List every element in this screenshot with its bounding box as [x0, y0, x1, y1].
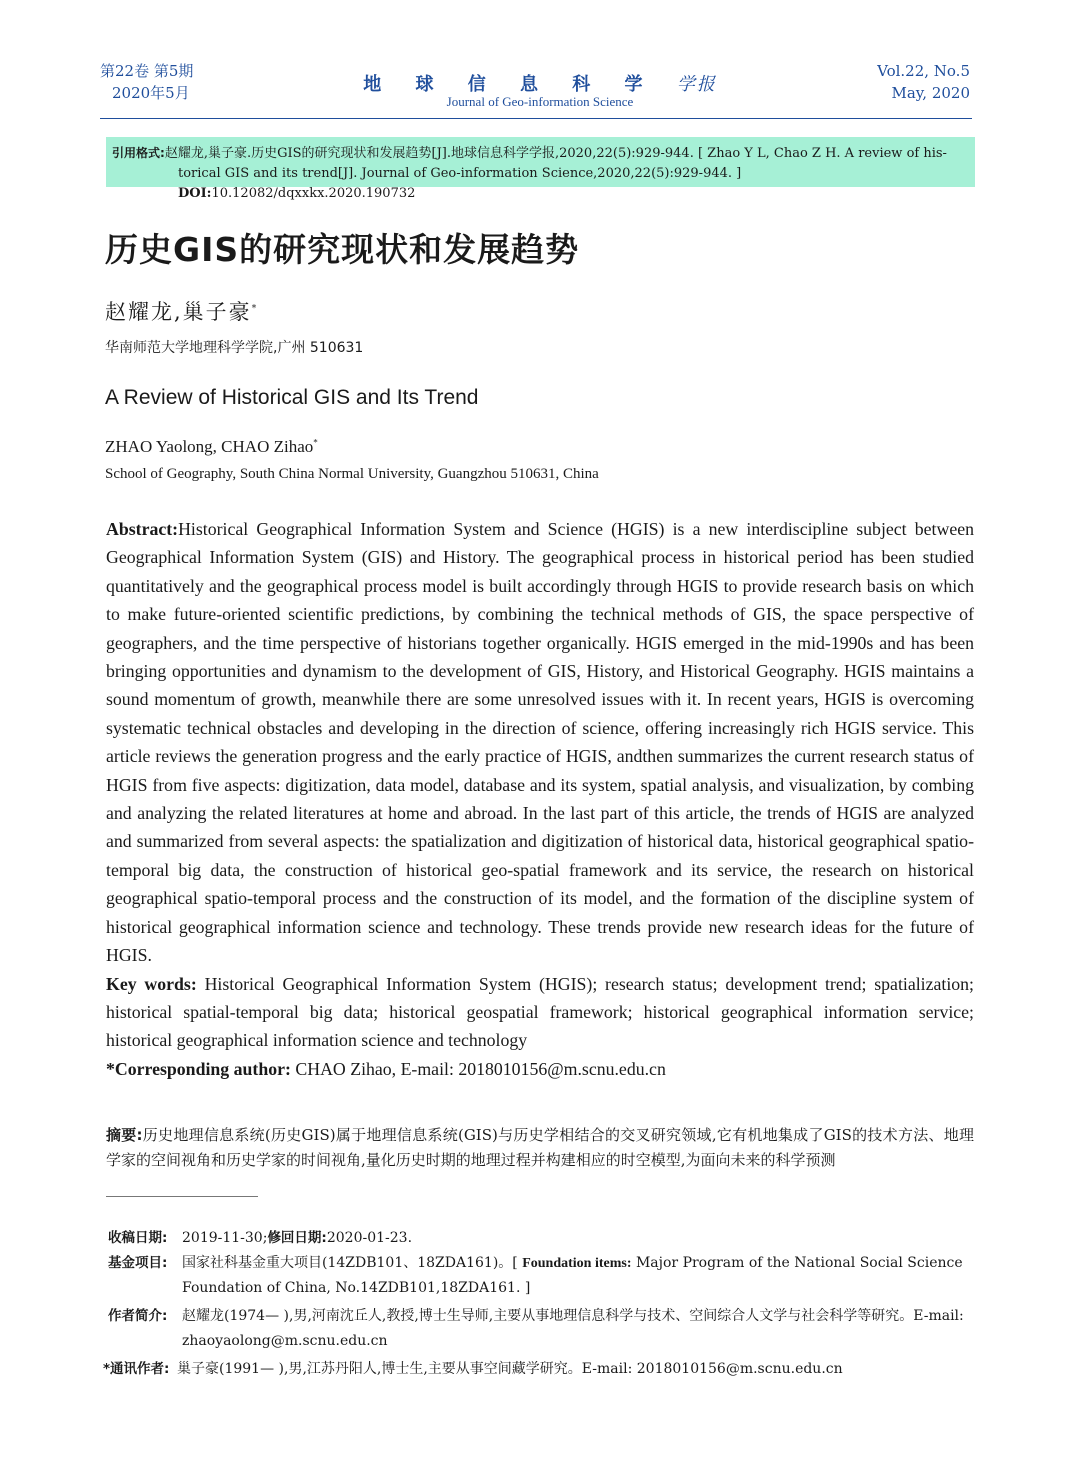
paper-title-en: A Review of Historical GIS and Its Trend	[105, 386, 479, 409]
note-corresponding	[103, 1357, 969, 1382]
date-cn: 2020年5月	[112, 84, 190, 102]
keywords-text: Historical Geographical Information System (HGIS); research status; development trend; spatialization; historical spatial-temporal big data; historical geospatial framework; historical geographical information service; historical geographical information science and technology	[106, 973, 974, 1051]
authors-en	[105, 437, 318, 457]
fund-en-label: Foundation items:	[522, 1256, 632, 1271]
received-date: 2019-11-30;	[182, 1230, 268, 1246]
affiliation-cn: 华南师范大学地理科学学院,广州 510631	[105, 340, 364, 356]
corr-label: *通讯作者:	[103, 1361, 170, 1377]
header-volume-en	[877, 60, 970, 104]
bio-label: 作者简介:	[108, 1308, 168, 1324]
abstract-cn-label: 摘要:	[106, 1126, 143, 1144]
author-mark-cn: *	[251, 304, 259, 314]
abstract-cn-text: 历史地理信息系统(历史GIS)属于地理信息系统(GIS)与历史学相结合的交叉研究领域,它有机地集成了GIS的技术方法、地理学家的空间视角和历史学家的时间视角,量化历史时期的地理过程并构建相应的时空模型,为面向未来的科学预测	[106, 1126, 975, 1169]
revised-date: 2020-01-23.	[326, 1230, 413, 1246]
corresponding-paragraph	[106, 1055, 974, 1083]
abstract-cn	[106, 1123, 974, 1173]
footnotes	[103, 1226, 974, 1382]
fund-cn: 国家社科基金重大项目(14ZDB101、18ZDA161)。[	[182, 1255, 518, 1271]
corresponding-label: *Corresponding author:	[106, 1058, 291, 1079]
bio-text: 赵耀龙(1974— ),男,河南沈丘人,教授,博士生导师,主要从事地理信息科学与技术、空间综合人文学与社会科学等研究。E-mail: zhaoyaolong@m.scnu.edu.cn	[182, 1308, 964, 1349]
keywords-paragraph	[106, 970, 974, 1055]
abstract-en	[106, 515, 974, 1083]
corr-text: 巢子豪(1991— ),男,江苏丹阳人,博士生,主要从事空间藏学研究。E-mail: 2018010156@m.scnu.edu.cn	[177, 1361, 843, 1377]
citation-label: 引用格式:	[112, 146, 165, 160]
revised-label: 修回日期:	[267, 1230, 327, 1246]
citation-line-1: 赵耀龙,巢子豪.历史GIS的研究现状和发展趋势[J].地球信息科学学报,2020,22(5):929-944. [ Zhao Y L, Chao Z H. A review of his-	[164, 146, 947, 161]
doi-label: DOI:	[178, 186, 212, 201]
authors-cn-text: 赵耀龙,巢子豪	[105, 300, 252, 324]
fund-en: Major Program of the National Social Science Foundation of China, No.14ZDB101,18ZDA161. ]	[182, 1255, 963, 1296]
fund-label: 基金项目:	[108, 1255, 168, 1271]
affiliation-en: School of Geography, South China Normal University, Guangzhou 510631, China	[105, 466, 599, 482]
authors-en-text: ZHAO Yaolong, CHAO Zihao	[105, 437, 314, 456]
abstract-text: Historical Geographical Information System and Science (HGIS) is a new interdiscipline subject between Geographical Information System (GIS) and History. The geographical process in historical period has been studied quantitatively and the geographical process model is built accordingly through HGIS to provide research basis on which to make future-oriented scientific predictions, by combining the technical methods of GIS, the space perspective of geographers, and the time perspective of historians together organically. HGIS emerged in the mid-1990s and has been bringing opportunities and dynamism to the development of GIS, History, and Historical Geography. HGIS maintains a sound momentum of growth, meanwhile there are some unresolved issues with it. In recent years, HGIS is overcoming systematic technical obstacles and developing in the direction of science, offering increasingly rich HGIS service. This article reviews the generation progress and the early practice of HGIS, andthen summarizes the current research status of HGIS from five aspects: digitization, data model, database and its system, spatial analysis, and visualization, by combing and analyzing the related literatures at home and abroad. In the last part of this article, the trends of HGIS are analyzed and summarized from several aspects: the spatialization and digitization of historical data, historical geographical spatio-temporal big data, the construction of historical geo-spatial framework and its service, the research on historical geographical spatio-temporal process and the construction of its model, and the formation of the discipline system of historical geographical information science and technology. These trends provide new research ideas for the future of HGIS.	[106, 519, 974, 966]
paper-title-cn: 历史GIS的研究现状和发展趋势	[105, 230, 580, 269]
received-label: 收稿日期:	[108, 1230, 168, 1246]
citation-box	[106, 137, 975, 201]
abstract-label: Abstract:	[106, 519, 179, 539]
volume-en: Vol.22, No.5	[877, 62, 970, 80]
authors-cn	[105, 296, 258, 326]
citation-line-2: torical GIS and its trend[J]. Journal of Geo-information Science,2020,22(5):929-944. ]	[178, 166, 742, 181]
note-bio	[108, 1304, 974, 1354]
corresponding-text: CHAO Zihao, E-mail: 2018010156@m.scnu.edu.cn	[295, 1058, 666, 1079]
volume-cn: 第22卷 第5期	[100, 62, 194, 80]
footnote-divider	[106, 1196, 258, 1197]
journal-name-cn-text: 地 球 信 息 科 学	[363, 74, 657, 95]
note-fund	[108, 1251, 974, 1301]
date-en: May, 2020	[891, 84, 970, 102]
header-divider	[100, 118, 972, 119]
abstract-paragraph	[106, 515, 974, 970]
doi-link[interactable]: 10.12082/dqxxkx.2020.190732	[211, 186, 416, 201]
journal-name-cn-suffix: 学报	[676, 74, 717, 95]
note-dates	[108, 1226, 974, 1251]
journal-name-en: Journal of Geo-information Science	[446, 94, 634, 109]
author-mark-en: *	[313, 437, 318, 448]
keywords-label: Key words:	[106, 973, 197, 994]
